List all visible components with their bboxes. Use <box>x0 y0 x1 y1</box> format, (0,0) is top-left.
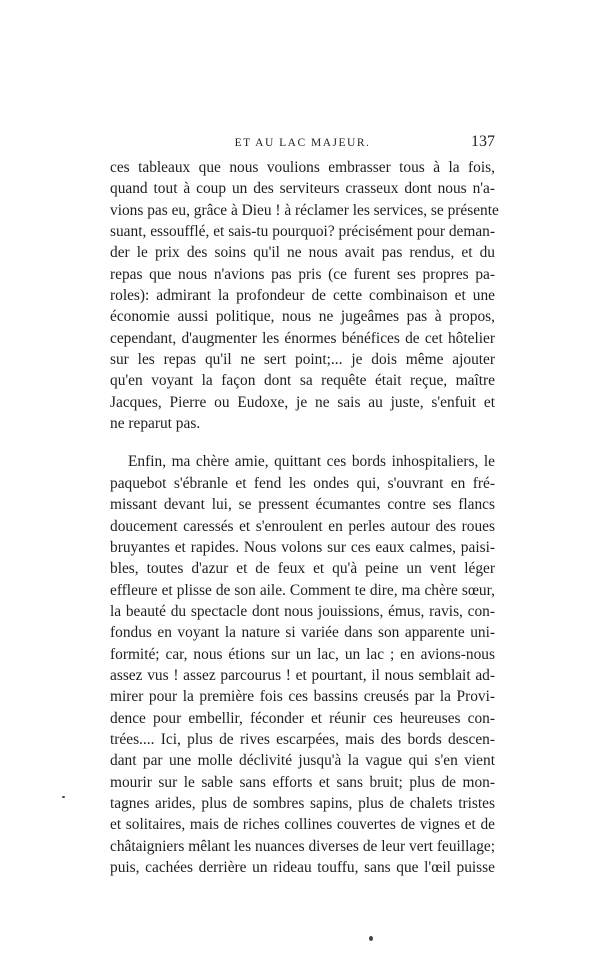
text-line: der le prix des soins qu'il ne nous avait pas rendus, et du <box>110 244 495 262</box>
text-line: la beauté du spectacle dont nous jouissions, émus, ravis, con- <box>110 602 495 620</box>
text-line: et solitaires, mais de riches collines couvertes de vignes et de <box>110 816 495 834</box>
ink-speck <box>369 936 373 941</box>
text-line: qu'en voyant la façon dont sa requête était reçue, maître <box>110 372 495 390</box>
text-line: missant devant lui, se pressent écumantes contre ses flancs <box>110 496 495 514</box>
text-line: trées.... Ici, plus de rives escarpées, mais des bords descen- <box>110 730 495 748</box>
text-line: cependant, d'augmenter les énormes bénéfices de cet hôtelier <box>110 329 495 347</box>
text-line: bruyantes et rapides. Nous volons sur ces eaux calmes, paisi- <box>110 538 495 556</box>
paragraph <box>110 451 495 878</box>
text-line: effleure et plisse de son aile. Comment te dire, ma chère sœur, <box>110 581 495 599</box>
text-line: mirer pour la première fois ces bassins creusés par la Provi- <box>110 688 495 706</box>
text-line: fondus en voyant la nature si variée dans son apparente uni- <box>110 624 495 642</box>
text-line: repas que nous n'avions pas pris (ce furent ses propres pa- <box>110 265 495 283</box>
text-line: économie aussi politique, nous ne jugeâmes pas à propos, <box>110 308 495 326</box>
text-line: Enfin, ma chère amie, quittant ces bords inhospitaliers, le <box>128 453 495 471</box>
text-line: dant par une molle déclivité jusqu'à la vague qui s'en vient <box>110 752 495 770</box>
body-text <box>110 157 499 878</box>
page-number: 137 <box>471 133 495 150</box>
text-line: doucement caressés et s'enroulent en perles autour des roues <box>110 517 495 535</box>
text-line: ces tableaux que nous voulions embrasser tous à la fois, <box>110 159 495 176</box>
running-header <box>110 133 495 153</box>
text-line: puis, cachées derrière un rideau touffu, sans que l'œil puisse <box>110 859 495 876</box>
paragraph-gap <box>110 434 495 451</box>
text-line: ne reparut pas. <box>110 415 201 433</box>
ink-speck <box>62 796 65 798</box>
text-line: dence pour embellir, féconder et réunir ces heureuses con- <box>110 709 495 727</box>
text-line: mourir sur le sable sans efforts et sans bruit; plus de mon- <box>110 773 495 791</box>
text-line: assez vus ! assez parcourus ! et pourtant, il nous semblait ad- <box>110 666 495 684</box>
text-line: Jacques, Pierre ou Eudoxe, je ne sais au juste, s'enfuit et <box>110 393 495 411</box>
running-title: ET AU LAC MAJEUR. <box>234 137 371 149</box>
text-line: châtaigniers mêlant les nuances diverses de leur vert feuillage; <box>110 837 495 855</box>
text-line: sur les repas qu'il ne sert point;... je dois même ajouter <box>110 351 495 369</box>
text-line: formité; car, nous étions sur un lac, un lac ; en avions-nous <box>110 645 495 663</box>
text-line: quand tout à coup un des serviteurs crasseux dont nous n'a- <box>110 180 495 198</box>
text-line: roles): admirant la profondeur de cette combinaison et une <box>110 287 495 305</box>
text-line: vions pas eu, grâce à Dieu ! à réclamer les services, se présente <box>110 201 499 219</box>
text-line: paquebot s'ébranle et fend les ondes qui, s'ouvrant en fré- <box>110 474 495 492</box>
text-line: suant, essoufflé, et sais-tu pourquoi? précisément pour deman- <box>110 223 495 241</box>
paragraph <box>110 157 499 434</box>
text-line: bles, toutes d'azur et de feux et qu'à peine un vent léger <box>110 560 495 578</box>
text-line: tagnes arides, plus de sombres sapins, plus de chalets tristes <box>110 794 495 812</box>
